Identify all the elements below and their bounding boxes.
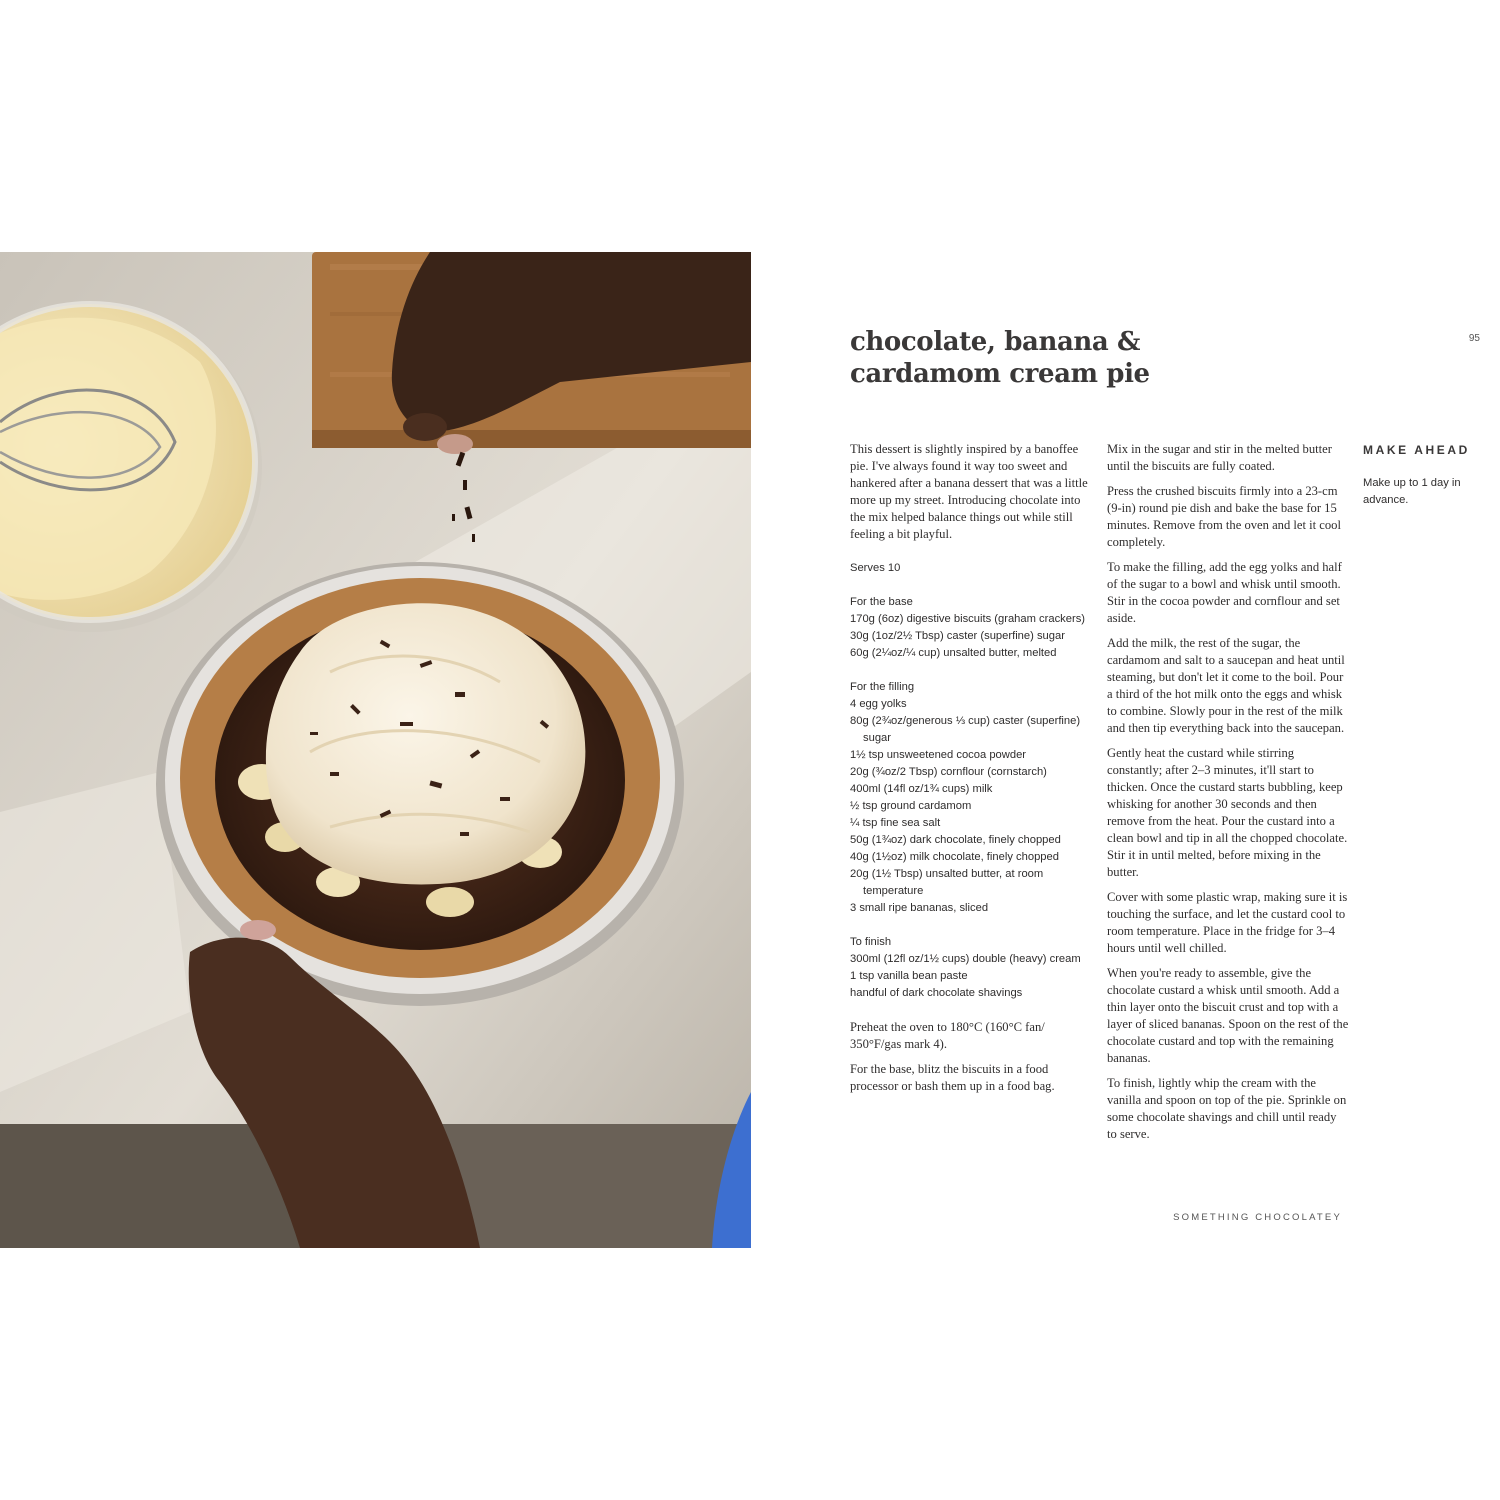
ingredient-item: 3 small ripe bananas, sliced — [850, 902, 989, 914]
method-step: For the base, blitz the biscuits in a food processor or bash them up in a food bag. — [850, 1062, 1055, 1093]
method-step: Press the crushed biscuits firmly into a 23-cm (9-in) round pie dish and bake the base for 15 minutes. Remove from the oven and let it cool completely. — [1107, 484, 1341, 549]
column-method — [1107, 441, 1349, 1143]
serves-label: Serves 10 — [850, 562, 901, 574]
recipe-title — [850, 326, 1290, 390]
recipe-title-line-1: chocolate, banana & — [850, 327, 1141, 357]
ingredient-item: 1½ tsp unsweetened cocoa powder — [850, 749, 1027, 761]
ingredients-section-finish — [850, 934, 1090, 1002]
make-ahead-heading: MAKE AHEAD — [1363, 443, 1470, 457]
ingredient-item: 4 egg yolks — [850, 698, 907, 710]
recipe-title-line-2: cardamom cream pie — [850, 359, 1150, 389]
make-ahead-sidebar — [1363, 442, 1483, 509]
ingredients-section-filling — [850, 679, 1090, 917]
column-ingredients — [850, 441, 1090, 1095]
method-start — [850, 1019, 1090, 1095]
section-heading: For the base — [850, 596, 913, 608]
section-heading: For the filling — [850, 681, 915, 693]
ingredient-item: 60g (2¼oz/¼ cup) unsalted butter, melted — [850, 647, 1057, 659]
ingredient-item: 80g (2¾oz/generous ⅓ cup) caster (superfine) sugar — [850, 715, 1081, 744]
ingredient-item: 40g (1½oz) milk chocolate, finely chopped — [850, 851, 1059, 863]
recipe-intro: This dessert is slightly inspired by a banoffee pie. I've always found it way too sweet and hankered after a banana dessert that was a little more up my street. Introducing chocolate into the mix helped balance things out while still feeling a bit playful. — [850, 442, 1088, 541]
ingredient-item: 50g (1¾oz) dark chocolate, finely chopped — [850, 834, 1061, 846]
ingredient-item: 20g (1½ Tbsp) unsalted butter, at room temperature — [850, 868, 1044, 897]
method-step: Add the milk, the rest of the sugar, the cardamom and salt to a saucepan and heat until steaming, but don't let it come to the boil. Pour a third of the hot milk onto the eggs and whisk to combine. Slowly pour in the rest of the milk and then tip everything back into the saucepan. — [1107, 636, 1345, 735]
ingredient-item: 400ml (14fl oz/1¾ cups) milk — [850, 783, 993, 795]
method-step: Gently heat the custard while stirring constantly; after 2–3 minutes, it'll start to thicken. Once the custard starts bubbling, keep whisking for another 30 seconds and then remove from the heat. Pour the custard into a clean bowl and tip in all the chopped chocolate. Stir it in until melted, before mixing in the butter. — [1107, 746, 1348, 879]
ingredient-item: 1 tsp vanilla bean paste — [850, 970, 968, 982]
method-step: To finish, lightly whip the cream with the vanilla and spoon on top of the pie. Sprinkle on some chocolate shavings and chill until ready to serve. — [1107, 1076, 1347, 1141]
recipe-photo — [0, 252, 751, 1248]
ingredient-list — [850, 951, 1090, 1002]
method-step: To make the filling, add the egg yolks and half of the sugar to a bowl and whisk until smooth. Stir in the cocoa powder and cornflour and set aside. — [1107, 560, 1342, 625]
ingredient-item: 20g (¾oz/2 Tbsp) cornflour (cornstarch) — [850, 766, 1047, 778]
whipped-cream — [266, 603, 585, 884]
ingredients-section-base — [850, 594, 1090, 662]
ingredient-item: 30g (1oz/2½ Tbsp) caster (superfine) sugar — [850, 630, 1065, 642]
method-step: When you're ready to assemble, give the chocolate custard a whisk until smooth. Add a thin layer onto the biscuit crust and top with a layer of sliced bananas. Spoon on the rest of the chocolate custard and top with the remaining bananas. — [1107, 966, 1349, 1065]
method-step: Mix in the sugar and stir in the melted butter until the biscuits are fully coated. — [1107, 442, 1332, 473]
ingredient-list — [850, 611, 1090, 662]
method-step: Preheat the oven to 180°C (160°C fan/ 350°F/gas mark 4). — [850, 1020, 1045, 1051]
ingredient-list — [850, 696, 1090, 917]
page-number: 95 — [1468, 333, 1480, 344]
chapter-footer: SOMETHING CHOCOLATEY — [1173, 1212, 1342, 1223]
method-step: Cover with some plastic wrap, making sure it is touching the surface, and let the custard cool to room temperature. Place in the fridge for 3–4 hours until well chilled. — [1107, 890, 1348, 955]
ingredient-item: ½ tsp ground cardamom — [850, 800, 972, 812]
ingredient-item: 170g (6oz) digestive biscuits (graham crackers) — [850, 613, 1086, 625]
ingredient-item: handful of dark chocolate shavings — [850, 987, 1023, 999]
section-heading: To finish — [850, 936, 892, 948]
ingredient-item: 300ml (12fl oz/1½ cups) double (heavy) cream — [850, 953, 1081, 965]
ingredient-item: ¼ tsp fine sea salt — [850, 817, 941, 829]
make-ahead-note: Make up to 1 day in advance. — [1363, 477, 1461, 506]
